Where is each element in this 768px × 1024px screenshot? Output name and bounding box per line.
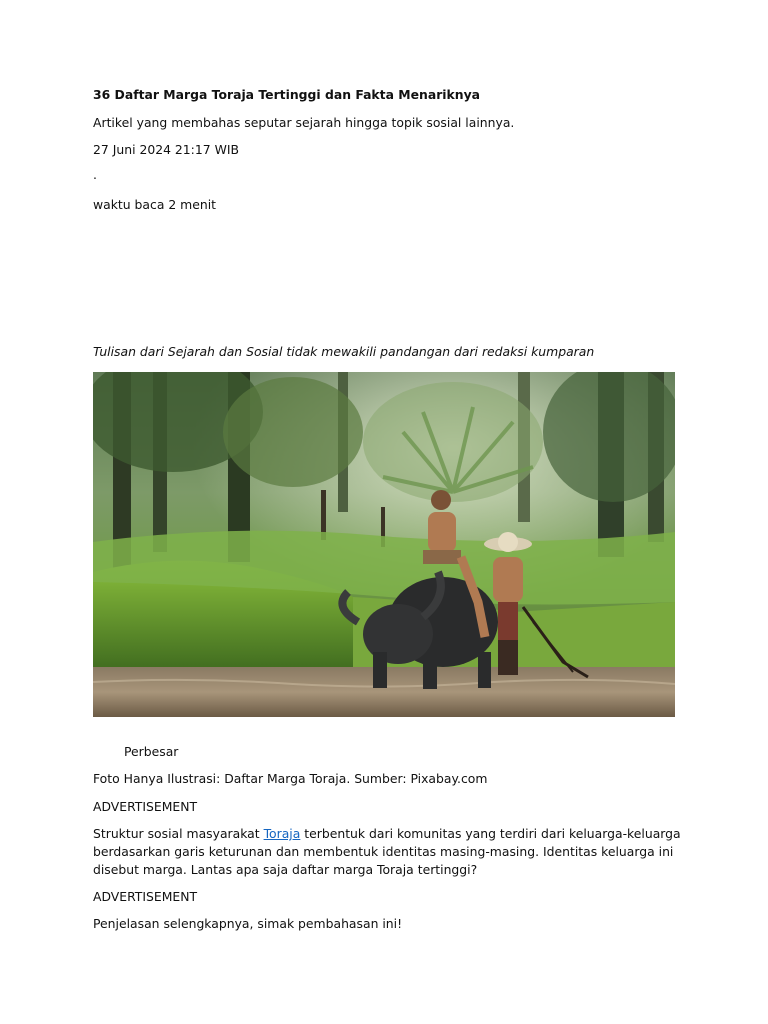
photo-caption: Foto Hanya Ilustrasi: Daftar Marga Toraja. Sumber: Pixabay.com	[93, 771, 488, 786]
paragraph-text-end: terbentuk dari komunitas yang terdiri dari keluarga-keluarga berdasarkan garis keturunan dan membentuk identitas masing-masing. Identitas keluarga ini disebut marga. Lantas apa saja daftar marga Toraja tertinggi?	[93, 826, 681, 877]
disclaimer-text: Tulisan dari Sejarah dan Sosial tidak mewakili pandangan dari redaksi kumparan	[93, 344, 595, 359]
article-subtitle: Artikel yang membahas seputar sejarah hingga topik sosial lainnya.	[93, 115, 515, 130]
closing-text: Penjelasan selengkapnya, simak pembahasan ini!	[93, 916, 403, 931]
enlarge-button[interactable]: Perbesar	[124, 744, 179, 759]
advertisement-label-2: ADVERTISEMENT	[93, 889, 198, 904]
article-photo[interactable]	[93, 372, 675, 717]
read-time: waktu baca 2 menit	[93, 197, 217, 212]
publish-date: 27 Juni 2024 21:17 WIB	[93, 142, 239, 157]
advertisement-label: ADVERTISEMENT	[93, 799, 198, 814]
body-paragraph	[93, 825, 683, 879]
paragraph-text-start: Struktur sosial masyarakat	[93, 826, 264, 841]
toraja-link[interactable]: Toraja	[263, 826, 301, 841]
article-title: 36 Daftar Marga Toraja Tertinggi dan Fakta Menariknya	[93, 87, 481, 102]
separator-dot: .	[93, 167, 97, 182]
